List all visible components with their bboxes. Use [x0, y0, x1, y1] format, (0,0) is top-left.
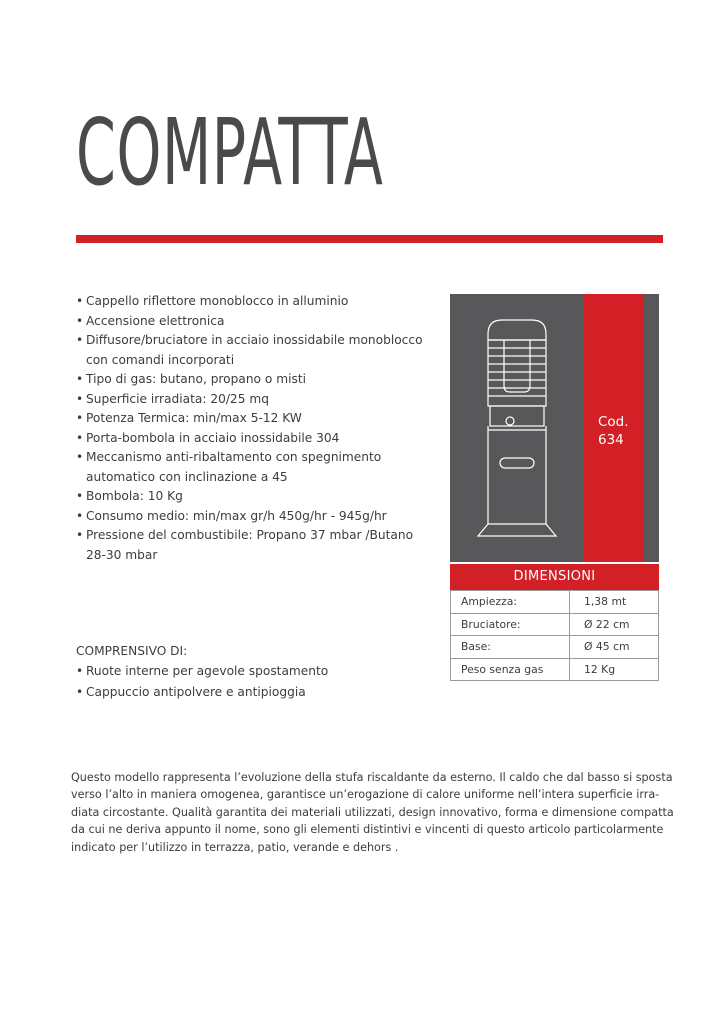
feature-item: • Meccanismo anti-ribaltamento con spegnimento automatico con inclinazione a 45	[76, 448, 436, 487]
feature-item: • Cappello riflettore monoblocco in alluminio	[76, 292, 436, 312]
feature-item: • Accensione elettronica	[76, 312, 436, 332]
page-title: COMPATTA	[76, 99, 384, 206]
dimension-label: Base:	[451, 636, 570, 659]
feature-item: • Tipo di gas: butano, propano o misti	[76, 370, 436, 390]
comprensivo-title: COMPRENSIVO DI:	[76, 644, 188, 658]
table-row	[451, 658, 659, 681]
feature-item: • Superficie irradiata: 20/25 mq	[76, 390, 436, 410]
dimension-value: 12 Kg	[570, 658, 659, 681]
product-description	[71, 769, 674, 856]
table-row	[451, 613, 659, 636]
dimension-value: Ø 45 cm	[570, 636, 659, 659]
dimension-value: Ø 22 cm	[570, 613, 659, 636]
description-line: verso l’alto in maniera omogenea, garantisce un’erogazione di calore uniforme nell’intera superficie irra-	[71, 788, 660, 802]
description-line: da cui ne deriva appunto il nome, sono gli elementi distintivi e vincenti di questo articolo particolarmente	[71, 823, 664, 837]
comprensivo-list	[76, 661, 328, 703]
patio-heater-icon	[466, 312, 566, 544]
description-line: indicato per l’utilizzo in terrazza, patio, verande e dehors .	[71, 840, 399, 854]
dimension-label: Ampiezza:	[451, 591, 570, 614]
comprensivo-item: • Ruote interne per agevole spostamento	[76, 661, 328, 682]
product-code-value: 634	[598, 431, 624, 448]
product-code-label: Cod.	[598, 414, 629, 430]
dimension-label: Peso senza gas	[451, 658, 570, 681]
dimension-label: Bruciatore:	[451, 613, 570, 636]
description-line: Questo modello rappresenta l’evoluzione della stufa riscaldante da esterno. Il caldo che dal basso si sposta	[71, 771, 673, 784]
dimension-value: 1,38 mt	[570, 591, 659, 614]
table-row	[451, 636, 659, 659]
title-divider	[76, 235, 663, 243]
feature-item: • Bombola: 10 Kg	[76, 487, 436, 507]
feature-item: • Pressione del combustibile: Propano 37 mbar /Butano 28-30 mbar	[76, 526, 436, 565]
feature-list	[76, 292, 436, 565]
comprensivo-item: • Cappuccio antipolvere e antipioggia	[76, 682, 328, 703]
feature-item: • Consumo medio: min/max gr/h 450g/hr - 945g/hr	[76, 507, 436, 527]
description-line: diata circostante. Qualità garantita dei materiali utilizzati, design innovativo, forma e dimensione compatta	[71, 805, 674, 819]
table-row	[451, 591, 659, 614]
feature-item: • Porta-bombola in acciaio inossidabile 304	[76, 429, 436, 449]
product-code	[598, 414, 629, 449]
dimensions-header: DIMENSIONI	[450, 564, 659, 590]
feature-item: • Diffusore/bruciatore in acciaio inossidabile monoblocco con comandi incorporati	[76, 331, 436, 370]
feature-item: • Potenza Termica: min/max 5-12 KW	[76, 409, 436, 429]
dimensions-table	[450, 590, 659, 681]
